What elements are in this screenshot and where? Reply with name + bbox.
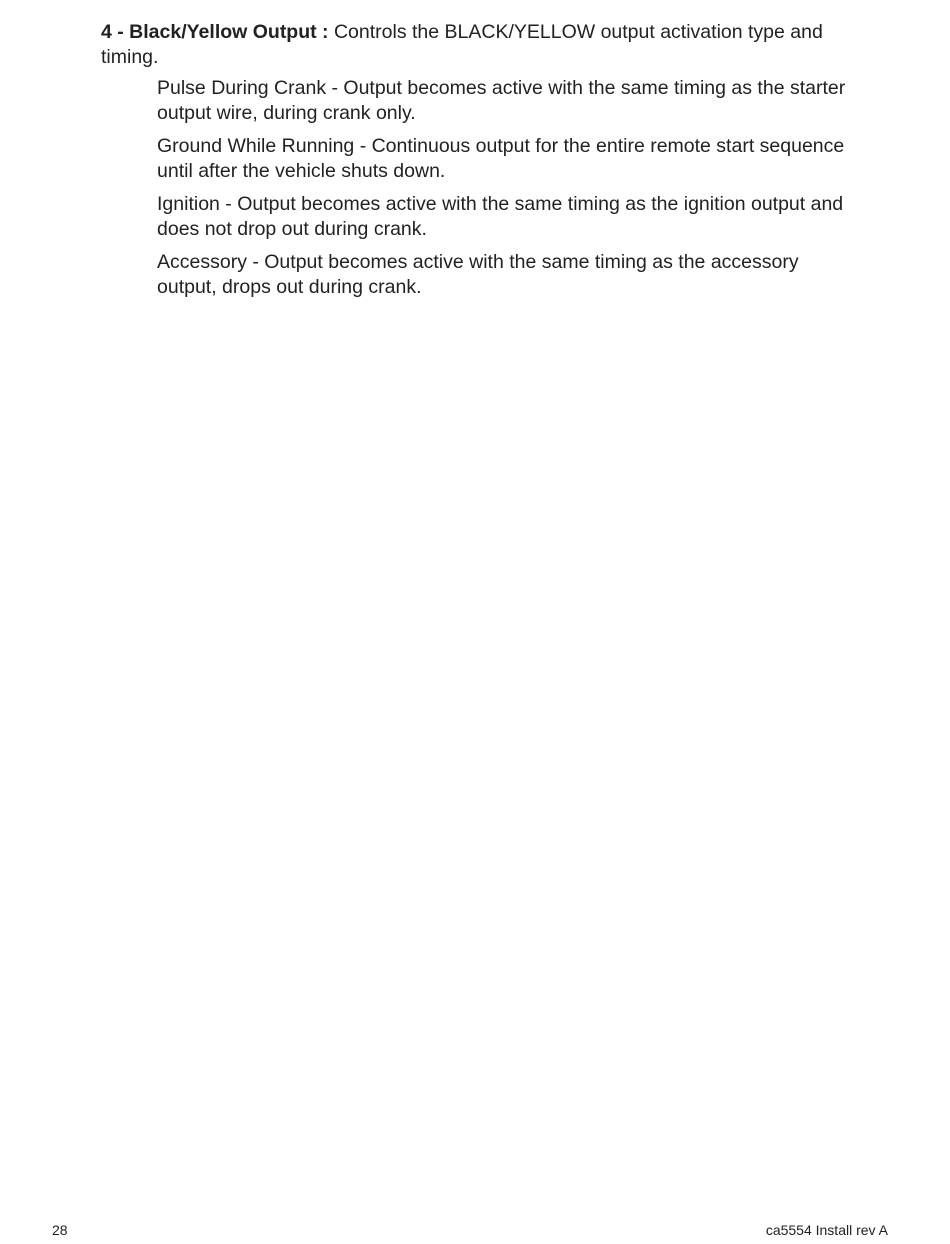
page-number: 28: [52, 1222, 68, 1238]
option-ignition: Ignition - Output becomes active with the same timing as the ignition output and does not drop out during crank.: [157, 193, 844, 240]
option-pulse-during-crank: Pulse During Crank - Output becomes active with the same timing as the starter output wire, during crank only.: [157, 77, 846, 124]
section-description: Controls the BLACK/YELLOW output activation type and timing.: [101, 21, 823, 68]
option-accessory: Accessory - Output becomes active with the same timing as the accessory output, drops out during crank.: [157, 251, 799, 298]
section-intro: [101, 20, 881, 70]
document-id: ca5554 Install rev A: [765, 1222, 888, 1238]
manual-page-content: [101, 20, 881, 308]
section-heading: 4 - Black/Yellow Output :: [101, 21, 329, 43]
option-list: [157, 76, 847, 300]
option-ground-while-running: Ground While Running - Continuous output for the entire remote start sequence until after the vehicle shuts down.: [157, 135, 845, 182]
